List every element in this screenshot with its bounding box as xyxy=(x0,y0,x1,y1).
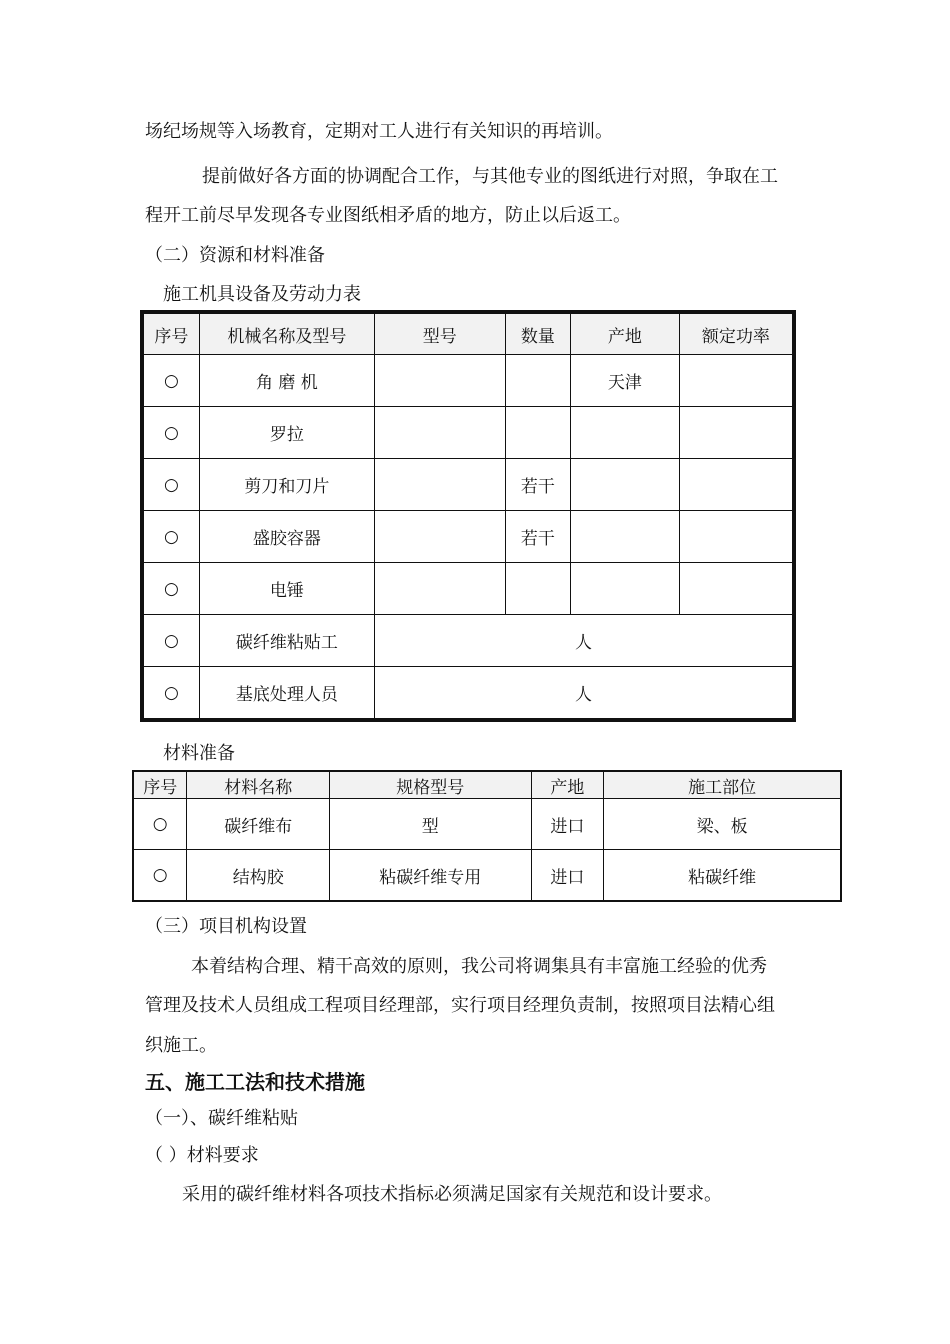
cell-name: 罗拉 xyxy=(199,407,374,459)
cell-origin: 进口 xyxy=(531,799,604,850)
cell-name: 碳纤维布 xyxy=(187,799,330,850)
header-cell: 材料名称 xyxy=(187,771,330,799)
table-row xyxy=(142,459,794,511)
cell-origin xyxy=(571,459,680,511)
table-caption: 材料准备 xyxy=(163,743,235,764)
cell-location: 粘碳纤维 xyxy=(604,850,841,902)
paragraph-line: 场纪场规等入场教育，定期对工人进行有关知识的再培训。 xyxy=(145,121,613,142)
cell-qty: 若干 xyxy=(505,511,570,563)
paragraph-line: 程开工前尽早发现各专业图纸相矛盾的地方，防止以后返工。 xyxy=(145,205,631,226)
section-heading: （三）项目机构设置 xyxy=(145,916,307,937)
cell-merged: 人 xyxy=(374,615,794,667)
cell-origin: 天津 xyxy=(571,355,680,407)
cell-power xyxy=(679,355,794,407)
cell-origin xyxy=(571,407,680,459)
cell-qty xyxy=(505,563,570,615)
table-row xyxy=(142,667,794,721)
cell-no: ○ xyxy=(142,563,199,615)
table-row xyxy=(142,511,794,563)
header-cell: 规格型号 xyxy=(330,771,532,799)
table-row xyxy=(142,615,794,667)
cell-origin xyxy=(571,563,680,615)
cell-no: ○ xyxy=(142,667,199,721)
header-cell: 数量 xyxy=(505,312,570,355)
table-row xyxy=(142,563,794,615)
header-cell: 型号 xyxy=(374,312,505,355)
subsection-heading: （ ）材料要求 xyxy=(145,1145,259,1166)
cell-power xyxy=(679,511,794,563)
cell-no: ○ xyxy=(142,355,199,407)
cell-power xyxy=(679,563,794,615)
paragraph-line: 本着结构合理、精干高效的原则，我公司将调集具有丰富施工经验的优秀 xyxy=(191,956,767,977)
cell-qty: 若干 xyxy=(505,459,570,511)
table-row xyxy=(133,799,841,850)
cell-name: 角 磨 机 xyxy=(199,355,374,407)
cell-name: 碳纤维粘贴工 xyxy=(199,615,374,667)
paragraph-line: 提前做好各方面的协调配合工作，与其他专业的图纸进行对照，争取在工 xyxy=(202,166,778,187)
section-heading: （二）资源和材料准备 xyxy=(145,245,325,266)
cell-name: 基底处理人员 xyxy=(199,667,374,721)
cell-model xyxy=(374,459,505,511)
cell-location: 梁、板 xyxy=(604,799,841,850)
cell-origin xyxy=(571,511,680,563)
cell-name: 剪刀和刀片 xyxy=(199,459,374,511)
cell-qty xyxy=(505,407,570,459)
table-row xyxy=(142,407,794,459)
cell-spec: 型 xyxy=(330,799,532,850)
cell-name: 电锤 xyxy=(199,563,374,615)
table-header-row xyxy=(133,771,841,799)
cell-origin: 进口 xyxy=(531,850,604,902)
equipment-table xyxy=(140,310,796,722)
cell-name: 结构胶 xyxy=(187,850,330,902)
table-row xyxy=(142,355,794,407)
cell-model xyxy=(374,407,505,459)
cell-no: ○ xyxy=(142,511,199,563)
cell-qty xyxy=(505,355,570,407)
cell-no: ○ xyxy=(142,407,199,459)
cell-model xyxy=(374,563,505,615)
cell-model xyxy=(374,511,505,563)
header-cell: 序号 xyxy=(133,771,187,799)
paragraph-line: 采用的碳纤维材料各项技术指标必须满足国家有关规范和设计要求。 xyxy=(182,1184,722,1205)
cell-merged: 人 xyxy=(374,667,794,721)
header-cell: 序号 xyxy=(142,312,199,355)
header-cell: 额定功率 xyxy=(679,312,794,355)
cell-no: ○ xyxy=(142,615,199,667)
paragraph-line: 管理及技术人员组成工程项目经理部，实行项目经理负责制，按照项目法精心组 xyxy=(145,995,775,1016)
chapter-heading: 五、施工工法和技术措施 xyxy=(145,1070,365,1094)
cell-name: 盛胶容器 xyxy=(199,511,374,563)
subsection-heading: （一）、碳纤维粘贴 xyxy=(145,1108,298,1129)
cell-no: ○ xyxy=(142,459,199,511)
table-caption: 施工机具设备及劳动力表 xyxy=(163,284,361,305)
cell-spec: 粘碳纤维专用 xyxy=(330,850,532,902)
cell-no: ○ xyxy=(133,850,187,902)
header-cell: 产地 xyxy=(531,771,604,799)
paragraph-line: 织施工。 xyxy=(145,1035,217,1056)
table-row xyxy=(133,850,841,902)
cell-power xyxy=(679,459,794,511)
header-cell: 机械名称及型号 xyxy=(199,312,374,355)
material-table xyxy=(132,770,842,902)
header-cell: 施工部位 xyxy=(604,771,841,799)
cell-power xyxy=(679,407,794,459)
header-cell: 产地 xyxy=(571,312,680,355)
cell-no: ○ xyxy=(133,799,187,850)
table-header-row xyxy=(142,312,794,355)
cell-model xyxy=(374,355,505,407)
